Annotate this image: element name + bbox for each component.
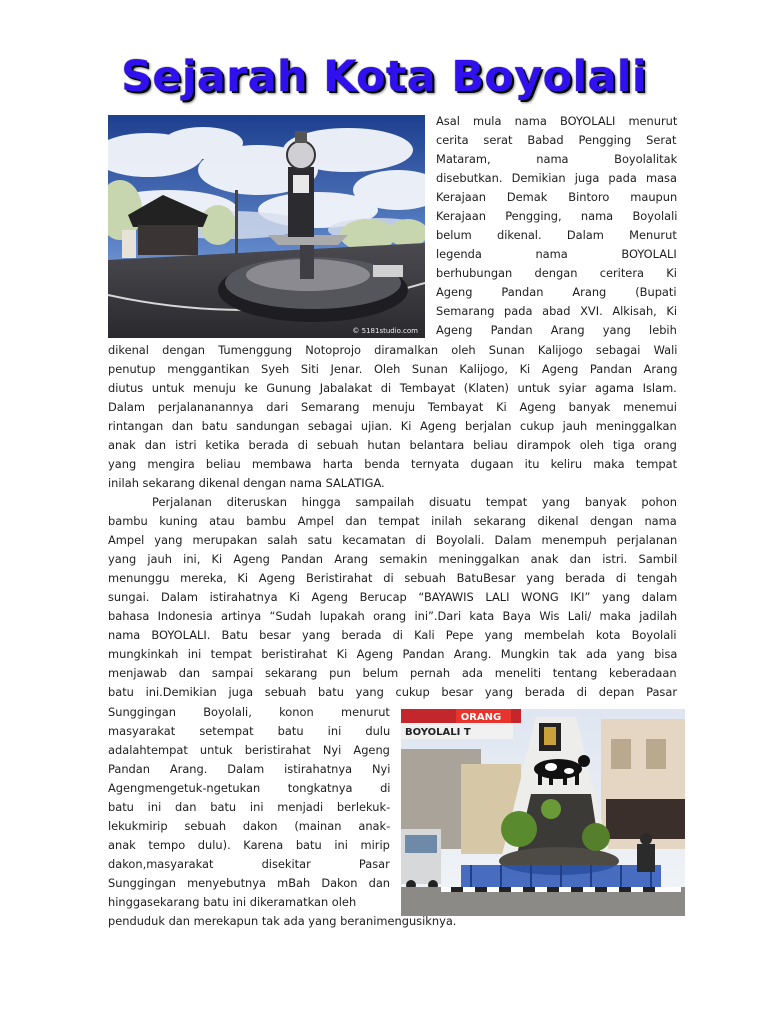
- paragraph-line: adalahtempat untuk beristirahat Nyi Ageng: [108, 743, 390, 757]
- paragraph-line: Asal mula nama BOYOLALI menurut: [436, 114, 678, 128]
- paragraph-line: belum dikenal. Dalam Menurut: [436, 228, 677, 242]
- paragraph-line: Dalam perjalananannya dari Semarang menuju Tembayat Ki Ageng banyak menemui: [108, 400, 677, 414]
- page-title: Sejarah Kota Boyolali: [121, 52, 647, 102]
- paragraph-line: batu ini.Demikian juga sebuah batu yang cukup besar yang berada di depan Pasar: [108, 685, 678, 699]
- paragraph-line: batu ini dan batu ini menjadi berlekuk-: [108, 800, 391, 814]
- paragraph-line: inilah sekarang dikenal dengan nama SALATIGA.: [108, 476, 385, 490]
- paragraph-line: disebutkan. Demikian juga pada masa: [436, 171, 677, 185]
- paragraph-line: masyarakat setempat batu ini dulu: [108, 724, 391, 738]
- paragraph-line: menjawab dan sampai sekarang pun belum pernah ada meneliti tentang keberadaan: [108, 666, 677, 680]
- paragraph-line: menunggu mereka, Ki Ageng Beristirahat di sebuah BatuBesar yang berada di tengah: [108, 571, 678, 585]
- paragraph-line: berhubungan dengan ceritera Ki: [436, 266, 677, 280]
- paragraph-line: Semarang pada abad XVI. Alkisah, Ki: [436, 304, 678, 318]
- paragraph-line: Sunggingan menyebutnya mBah Dakon dan: [108, 876, 391, 890]
- paragraph-line: Agengmengetuk-ngetukan tongkatnya di: [108, 781, 391, 795]
- paragraph-line: nama BOYOLALI. Batu besar yang berada di Kali Pepe yang membelah kota Boyolali: [108, 628, 677, 642]
- paragraph-line: anak tempo dulu). Karena batu ini mirip: [108, 838, 390, 852]
- paragraph-line: Ageng Pandan Arang (Bupati: [436, 285, 677, 299]
- paragraph-line: yang mengira beliau membawa harta benda ternyata dugaan itu keliru maka tempat: [108, 457, 678, 471]
- paragraph-line: anak dan istri ketika berada di sebuah hutan belantara beliau dirampok oleh tiga orang: [108, 438, 677, 452]
- paragraph-line: legenda nama BOYOLALI: [436, 247, 677, 261]
- paragraph-line: mungkinkah ini tempat beristirahat Ki Ageng Pandan Arang. Mungkin tak ada yang bisa: [108, 647, 678, 661]
- paragraph-line: Kerajaan Pengging, nama Boyolali: [436, 209, 678, 223]
- sign-text: BOYOLALI T: [405, 727, 471, 738]
- paragraph-line: bahasa Indonesia artinya “Sudah lupakah orang ini”.Dari kata Baya Wis Lali/ maka jadilah: [108, 609, 678, 623]
- cow-monument-photo: [401, 709, 685, 916]
- paragraph-line: Perjalanan diteruskan hingga sampailah disuatu tempat yang banyak pohon: [152, 495, 677, 509]
- paragraph-line: penutup menggantikan Syeh Siti Jenar. Oleh Sunan Kalijogo, Ki Ageng Pandan Arang: [108, 362, 678, 376]
- paragraph-line: Ageng Pandan Arang yang lebih: [436, 323, 677, 337]
- paragraph-line: Kerajaan Demak Bintoro maupun: [436, 190, 678, 204]
- clock-tower-photo: [108, 115, 425, 338]
- paragraph-line: dikenal dengan Tumenggung Notoprojo diramalkan oleh Sunan Kalijogo sebagai Wali: [108, 343, 678, 357]
- paragraph-line: yang jauh ini, Ki Ageng Pandan Arang semakin meninggalkan anak dan istri. Sambil: [108, 552, 678, 566]
- paragraph-line: penduduk dan merekapun tak ada yang beranimengusiknya.: [108, 914, 457, 928]
- paragraph-line: sungai. Dalam istirahatnya Ki Ageng Berucap “BAYAWIS LALI WONG IKI” yang dalam: [108, 590, 678, 604]
- paragraph-line: dakon,masyarakat disekitar Pasar: [108, 857, 390, 871]
- paragraph-line: lekukmirip sebuah dakon (mainan anak-: [108, 819, 391, 833]
- paragraph-line: Ampel yang merupakan salah satu kecamatan di Boyolali. Dalam menempuh perjalanan: [108, 533, 678, 547]
- paragraph-line: cerita serat Babad Pengging Serat: [436, 133, 677, 147]
- paragraph-line: hinggasekarang batu ini dikeramatkan oleh: [108, 895, 357, 909]
- paragraph-line: Mataram, nama Boyolalitak: [436, 152, 678, 166]
- paragraph-line: Sunggingan Boyolali, konon menurut: [108, 705, 390, 719]
- paragraph-line: Pandan Arang. Dalam istirahatnya Nyi: [108, 762, 391, 776]
- banner-brand-text: ORANG: [460, 712, 502, 723]
- paragraph-line: bambu kuning atau bambu Ampel dan tempat inilah sekarang dikenal dengan nama: [108, 514, 677, 528]
- paragraph-line: diutus untuk menuju ke Gunung Jabalakat di Tembayat (Klaten) untuk syiar agama Islam.: [108, 381, 677, 395]
- paragraph-line: rintangan dan batu sandungan sebagai ujian. Ki Ageng berjalan cukup jauh meninggalkan: [108, 419, 677, 433]
- photo-watermark: © 5181studio.com: [352, 327, 418, 335]
